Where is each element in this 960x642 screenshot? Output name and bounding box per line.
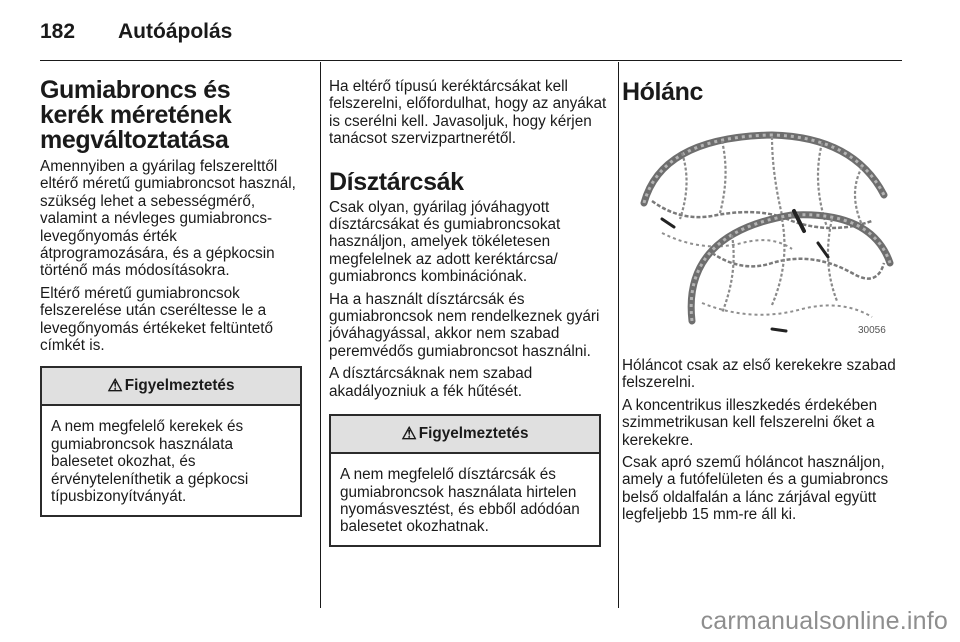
snow-chain-paragraph-3: Csak apró szemű hóláncot használjon, amely a futófelületen és a gumiabroncs belső oldalfalán a lánc zárjával együtt legfeljebb 15 mm-re áll ki.: [622, 454, 889, 524]
page-header: [40, 20, 232, 44]
warning-triangle-icon: ⚠: [401, 424, 417, 444]
hubcaps-paragraph-3: A dísztárcsáknak nem szabad akadályozniuk a fék hűtését.: [329, 365, 533, 400]
figure-label: 30056: [858, 325, 886, 335]
warning-header: [42, 368, 300, 406]
warning-header: [331, 416, 599, 454]
hubcaps-heading: Dísztárcsák: [329, 167, 464, 196]
section-title: Autóápolás: [118, 20, 233, 43]
warning-title: Figyelmeztetés: [124, 377, 235, 395]
snow-chains-heading: Hólánc: [622, 78, 703, 106]
snow-chain-paragraph-1: Hóláncot csak az első kerekekre szabad felszerelni.: [622, 357, 896, 392]
wheel-nuts-paragraph: Ha eltérő típusú keréktárcsákat kell felszerelni, előfordulhat, hogy az anyákat is cserélni kell. Javasoljuk, hogy kérjen tanácsot szervizpartnerétől.: [329, 78, 607, 148]
warning-box-hubcaps: [329, 414, 601, 547]
warning-box-tires: [40, 366, 302, 516]
warning-title: Figyelmeztetés: [418, 425, 529, 443]
hubcaps-paragraph-2: Ha a használt dísztárcsák és gumiabroncsok nem rendelkeznek gyári jóváhagyással, akkor nem szabad peremvédős gumiabroncsot használni.: [329, 290, 600, 360]
column-1: [40, 62, 308, 517]
warning-triangle-icon: ⚠: [107, 376, 123, 396]
tire-size-paragraph-2: Eltérő méretű gumiabroncsok felszerelése után cseréltesse le a levegőnyomás értékeket feltüntető címkét is.: [40, 284, 273, 355]
column-3: [622, 62, 912, 524]
tire-size-heading: Gumiabroncs és kerék méretének megváltoztatása: [40, 76, 232, 154]
watermark-text: carmanualsonline.info: [700, 607, 948, 635]
snow-chain-illustration: [622, 123, 902, 335]
column-divider-1: [320, 62, 321, 608]
tire-size-paragraph-1: Amennyiben a gyárilag felszerelttől eltérő méretű gumiabroncsot használ, szükség lehet a sebességmérő, valamint a névleges gumiabroncs-levegőnyomás érték átprogramozására, és a gépkocsin történő más módosításokra.: [40, 158, 296, 280]
hubcaps-paragraph-1: Csak olyan, gyárilag jóváhagyott dísztárcsákat és gumiabroncsokat használjon, amelyek tökéletesen megfelelnek az adott keréktárcsa/ gumiabroncs kombinációnak.: [329, 198, 561, 286]
warning-text: A nem megfelelő kerekek és gumiabroncsok használata balesetet okozhat, és érvényteleníthetik a gépkocsi típusbizonyítványát.: [51, 418, 249, 506]
warning-text: A nem megfelelő dísztárcsák és gumiabroncsok használata hirtelen nyomásvesztést, és ebből adódóan balesetet okozhatnak.: [340, 466, 580, 536]
page-number: 182: [40, 20, 76, 43]
header-rule: [40, 60, 902, 61]
snow-chain-paragraph-2: A koncentrikus illeszkedés érdekében szimmetrikusan kell felszerelni őket a kerekekre.: [622, 396, 878, 449]
column-2: [329, 62, 607, 547]
column-divider-2: [618, 62, 619, 608]
